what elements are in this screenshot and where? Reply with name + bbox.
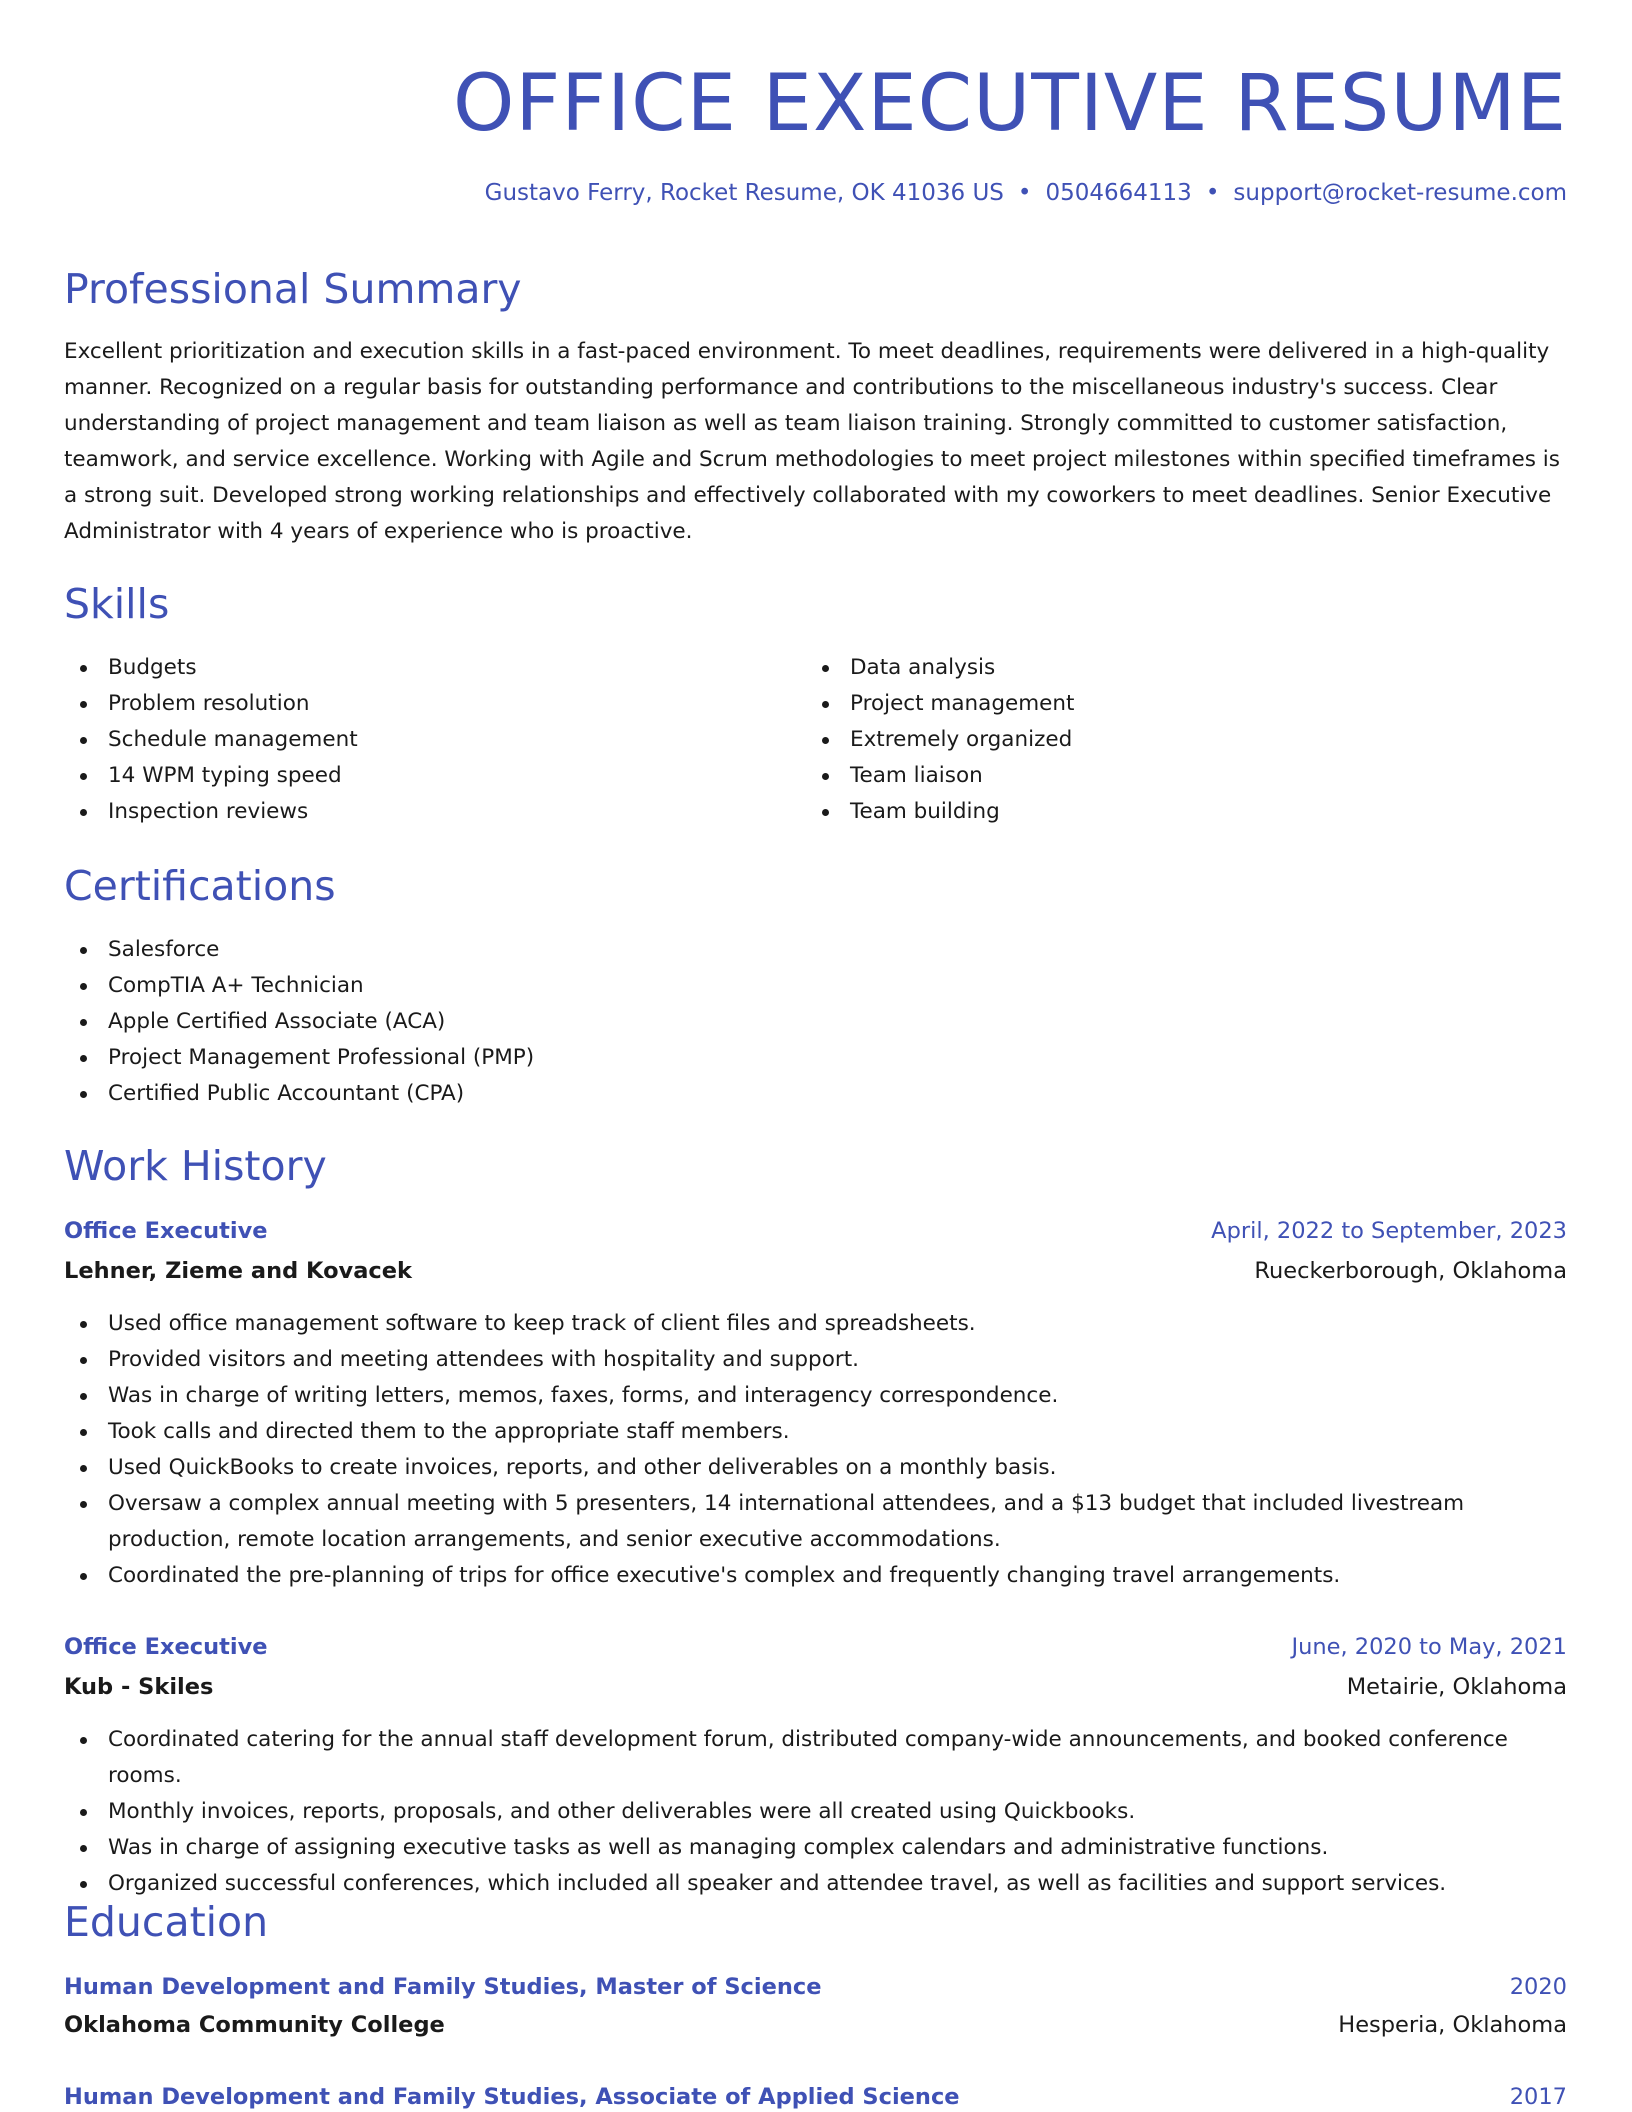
education-year: 2020 [1509, 1974, 1567, 2000]
certification-item: Salesforce [64, 932, 1264, 968]
summary-heading: Professional Summary [64, 265, 522, 313]
job-location: Metairie, Oklahoma [1346, 1674, 1567, 1700]
job-bullet: Organized successful conferences, which included all speaker and attendee travel, as well as facilities and support services. [64, 1866, 1567, 1902]
skill-item: Problem resolution [64, 686, 764, 722]
education-degree: Human Development and Family Studies, Master of Science [64, 1974, 822, 2000]
resume-title: OFFICE EXECUTIVE RESUME [453, 59, 1567, 149]
skill-item: 14 WPM typing speed [64, 758, 764, 794]
contact-email: support@rocket-resume.com [1233, 180, 1567, 206]
job-bullet: Was in charge of assigning executive tasks as well as managing complex calendars and administrative functions. [64, 1830, 1567, 1866]
contact-phone: 0504664113 [1045, 180, 1192, 206]
job-role: Office Executive [64, 1218, 268, 1244]
contact-line [485, 178, 1567, 208]
job-bullet: Coordinated catering for the annual staff development forum, distributed company-wide announcements, and booked conference rooms. [64, 1722, 1567, 1794]
job-dates: June, 2020 to May, 2021 [1291, 1634, 1567, 1660]
job-bullet: Was in charge of writing letters, memos, faxes, forms, and interagency correspondence. [64, 1378, 1567, 1414]
job-company-row [64, 1254, 1567, 1288]
education-degree-row [64, 1970, 1567, 2004]
skill-item: Team building [806, 794, 1506, 830]
skills-heading: Skills [64, 580, 170, 628]
contact-separator: • [1205, 180, 1220, 206]
education-degree: Human Development and Family Studies, Associate of Applied Science [64, 2084, 960, 2110]
job-dates: April, 2022 to September, 2023 [1211, 1218, 1567, 1244]
education-school: Oklahoma Community College [64, 2012, 445, 2038]
job-bullet: Used office management software to keep track of client files and spreadsheets. [64, 1306, 1567, 1342]
education-degree-row [64, 2080, 1567, 2112]
education-school-row [64, 2008, 1567, 2042]
job-title-row [64, 1214, 1567, 1248]
certification-item: Project Management Professional (PMP) [64, 1040, 1264, 1076]
summary-text: Excellent prioritization and execution skills in a fast-paced environment. To meet deadlines, requirements were delivered in a high-quality manner. Recognized on a regular basis for outstanding performance and contributions to the miscellaneous industry's success. Clear understanding of project management and team liaison as well as team liaison training. Strongly committed to customer satisfaction, teamwork, and service excellence. Working with Agile and Scrum methodologies to meet project milestones within specified timeframes is a strong suit. Developed strong working relationships and effectively collaborated with my coworkers to meet deadlines. Senior Executive Administrator with 4 years of experience who is proactive. [64, 339, 1560, 544]
certifications-list [64, 932, 1264, 1112]
education-heading: Education [64, 1898, 269, 1946]
job-title-row [64, 1630, 1567, 1664]
skills-list-left [64, 650, 764, 830]
job-bullets [64, 1722, 1567, 1902]
education-year: 2017 [1509, 2084, 1567, 2110]
job-bullet: Oversaw a complex annual meeting with 5 presenters, 14 international attendees, and a $13 budget that included livestream production, remote location arrangements, and senior executive accommodations. [64, 1486, 1567, 1558]
job-bullets [64, 1306, 1567, 1594]
job-role: Office Executive [64, 1634, 268, 1660]
contact-address: Gustavo Ferry, Rocket Resume, OK 41036 US [484, 180, 1004, 206]
job-bullet: Took calls and directed them to the appropriate staff members. [64, 1414, 1567, 1450]
resume-page [64, 0, 1567, 2112]
education-location: Hesperia, Oklahoma [1338, 2012, 1567, 2038]
skill-item: Project management [806, 686, 1506, 722]
skill-item: Data analysis [806, 650, 1506, 686]
job-bullet: Monthly invoices, reports, proposals, and other deliverables were all created using Quickbooks. [64, 1794, 1567, 1830]
job-bullet: Provided visitors and meeting attendees with hospitality and support. [64, 1342, 1567, 1378]
contact-separator: • [1017, 180, 1032, 206]
skill-item: Schedule management [64, 722, 764, 758]
certification-item: Apple Certified Associate (ACA) [64, 1004, 1264, 1040]
work-heading: Work History [64, 1142, 327, 1190]
job-company: Kub - Skiles [64, 1674, 214, 1700]
job-bullet: Used QuickBooks to create invoices, reports, and other deliverables on a monthly basis. [64, 1450, 1567, 1486]
job-company: Lehner, Zieme and Kovacek [64, 1258, 412, 1284]
skill-item: Extremely organized [806, 722, 1506, 758]
skill-item: Inspection reviews [64, 794, 764, 830]
certification-item: Certified Public Accountant (CPA) [64, 1076, 1264, 1112]
certification-item: CompTIA A+ Technician [64, 968, 1264, 1004]
certifications-heading: Certifications [64, 862, 336, 910]
skill-item: Team liaison [806, 758, 1506, 794]
skill-item: Budgets [64, 650, 764, 686]
job-company-row [64, 1670, 1567, 1704]
job-bullet: Coordinated the pre-planning of trips for office executive's complex and frequently changing travel arrangements. [64, 1558, 1567, 1594]
skills-list-right [806, 650, 1506, 830]
job-location: Rueckerborough, Oklahoma [1254, 1258, 1567, 1284]
